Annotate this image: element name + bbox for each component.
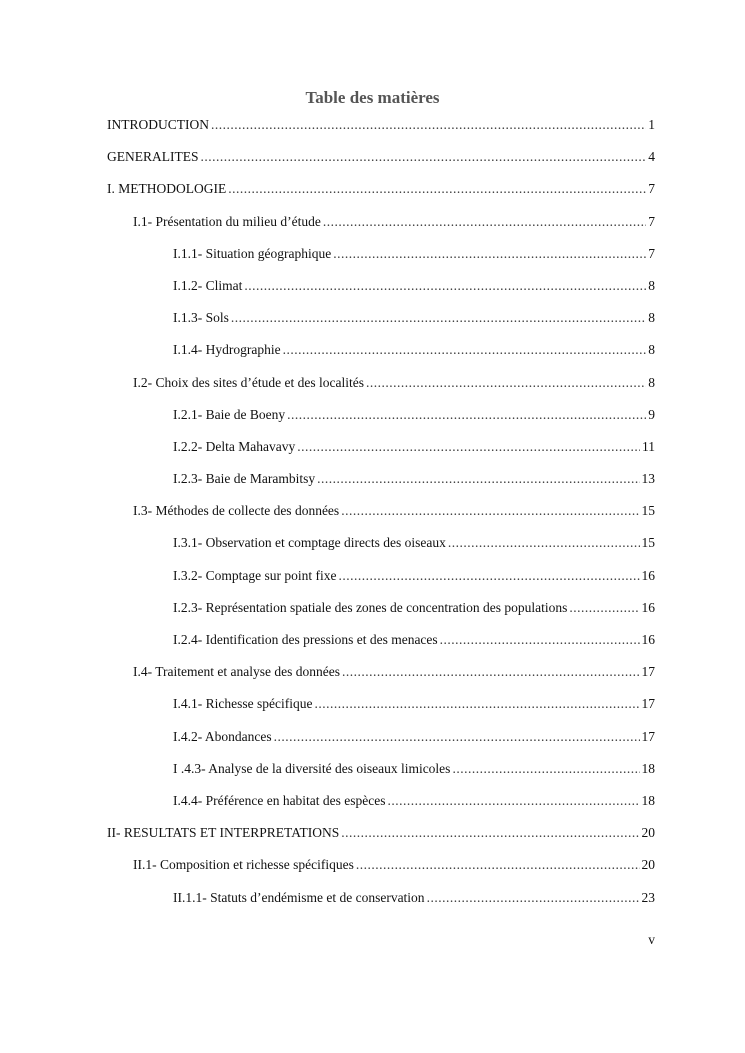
toc-entry[interactable] bbox=[107, 696, 655, 728]
toc-entry-page: 15 bbox=[641, 535, 655, 551]
toc-entry-label: I.2.3- Représentation spatiale des zones de concentration des populations bbox=[173, 599, 568, 615]
toc-entry[interactable] bbox=[107, 664, 655, 696]
toc-entry-page: 4 bbox=[648, 149, 655, 165]
toc-entry-label: I.2.4- Identification des pressions et des menaces bbox=[173, 632, 438, 647]
dot-leader bbox=[338, 568, 639, 584]
toc-entry-page: 9 bbox=[648, 406, 655, 422]
toc-entry-label: I.1.2- Climat bbox=[173, 277, 243, 293]
toc-entry-page: 17 bbox=[641, 696, 655, 712]
toc-entry-label: I.2.3- Baie de Marambitsy bbox=[173, 471, 316, 487]
dot-leader bbox=[201, 149, 647, 165]
toc-entry-label: I. METHODOLOGIE bbox=[107, 181, 227, 197]
dot-leader bbox=[231, 310, 646, 326]
toc-entry-label: II- RESULTATS ET INTERPRETATIONS bbox=[107, 825, 340, 841]
dot-leader bbox=[274, 729, 640, 745]
toc-entry-page: 18 bbox=[641, 760, 655, 776]
toc-entry-page: 23 bbox=[641, 889, 655, 905]
dot-leader bbox=[283, 342, 647, 358]
toc-entry[interactable] bbox=[107, 568, 655, 600]
dot-leader bbox=[569, 600, 639, 616]
toc-entry-page: 17 bbox=[641, 728, 655, 744]
toc-entry[interactable] bbox=[107, 793, 655, 825]
dot-leader bbox=[314, 696, 639, 712]
dot-leader bbox=[317, 471, 639, 487]
dot-leader bbox=[211, 117, 646, 133]
toc-entry[interactable] bbox=[107, 310, 655, 342]
toc-entry[interactable] bbox=[107, 857, 655, 889]
toc-entry[interactable] bbox=[107, 149, 655, 181]
toc-entry-page: 16 bbox=[641, 567, 655, 583]
toc-entry-page: 16 bbox=[641, 632, 655, 647]
toc-entry[interactable] bbox=[107, 471, 655, 503]
toc-entry[interactable] bbox=[107, 214, 655, 246]
toc-entry-label: I.4.4- Préférence en habitat des espèces bbox=[173, 792, 386, 808]
toc-entry[interactable] bbox=[107, 535, 655, 567]
toc-entry[interactable] bbox=[107, 342, 655, 374]
toc-entry[interactable] bbox=[107, 890, 655, 922]
toc-entry-page: 17 bbox=[641, 664, 655, 680]
toc-entry-label: I.2.2- Delta Mahavavy bbox=[173, 438, 296, 454]
toc-entry[interactable] bbox=[107, 439, 655, 471]
dot-leader bbox=[427, 890, 640, 906]
dot-leader bbox=[452, 761, 639, 777]
dot-leader bbox=[228, 181, 646, 197]
toc-entry-label: I.3.1- Observation et comptage directs des oiseaux bbox=[173, 535, 446, 551]
dot-leader bbox=[366, 375, 646, 391]
page-number: v bbox=[648, 932, 655, 947]
toc-entry-page: 7 bbox=[648, 181, 655, 197]
toc-entry-label: INTRODUCTION bbox=[107, 117, 209, 132]
toc-entry-page: 15 bbox=[641, 503, 655, 519]
toc-entry[interactable] bbox=[107, 729, 655, 761]
toc-entry-label: I.3.2- Comptage sur point fixe bbox=[173, 567, 337, 583]
toc-entry[interactable] bbox=[107, 600, 655, 632]
toc-entry[interactable] bbox=[107, 278, 655, 310]
toc-entry-label: I.1.1- Situation géographique bbox=[173, 245, 332, 261]
toc-entry-label: I.4.1- Richesse spécifique bbox=[173, 696, 313, 712]
dot-leader bbox=[244, 278, 646, 294]
toc-entry-page: 8 bbox=[648, 277, 655, 293]
toc-entry-label: I .4.3- Analyse de la diversité des oiseaux limicoles bbox=[173, 760, 451, 776]
toc-entry-page: 8 bbox=[648, 342, 655, 358]
dot-leader bbox=[341, 825, 639, 841]
toc-entry-label: II.1.1- Statuts d’endémisme et de conservation bbox=[173, 889, 425, 905]
toc-entry[interactable] bbox=[107, 825, 655, 857]
toc-entry-label: I.4.2- Abondances bbox=[173, 728, 272, 744]
toc-entry-page: 8 bbox=[648, 310, 655, 326]
toc-entry[interactable] bbox=[107, 181, 655, 213]
dot-leader bbox=[388, 793, 640, 809]
toc-entry-label: I.1- Présentation du milieu d’étude bbox=[133, 213, 321, 229]
toc-entry-page: 20 bbox=[641, 857, 655, 873]
toc-entry[interactable] bbox=[107, 246, 655, 278]
toc-entry-page: 16 bbox=[641, 599, 655, 615]
toc-entry-page: 11 bbox=[642, 438, 655, 454]
toc-entry[interactable] bbox=[107, 375, 655, 407]
toc-entry[interactable] bbox=[107, 503, 655, 535]
toc-entry-page: 18 bbox=[641, 792, 655, 808]
toc-entry-page: 7 bbox=[648, 213, 655, 229]
toc-entry-page: 1 bbox=[648, 117, 655, 132]
dot-leader bbox=[341, 503, 639, 519]
toc-entry-label: GENERALITES bbox=[107, 149, 199, 165]
toc-entry-label: I.2- Choix des sites d’étude et des localités bbox=[133, 374, 364, 390]
toc-entry-label: I.1.4- Hydrographie bbox=[173, 342, 281, 358]
dot-leader bbox=[297, 439, 640, 455]
toc-entry-page: 8 bbox=[648, 374, 655, 390]
dot-leader bbox=[448, 535, 640, 551]
toc-entry-label: II.1- Composition et richesse spécifiques bbox=[133, 857, 354, 873]
table-of-contents bbox=[107, 117, 655, 922]
toc-entry-label: I.2.1- Baie de Boeny bbox=[173, 406, 286, 422]
toc-title: Table des matières bbox=[305, 88, 440, 107]
toc-entry[interactable] bbox=[107, 117, 655, 149]
dot-leader bbox=[356, 857, 640, 873]
toc-entry[interactable] bbox=[107, 407, 655, 439]
dot-leader bbox=[342, 664, 640, 680]
toc-entry[interactable] bbox=[107, 761, 655, 793]
toc-entry-page: 7 bbox=[648, 245, 655, 261]
toc-entry-label: I.3- Méthodes de collecte des données bbox=[133, 503, 340, 519]
toc-entry-page: 13 bbox=[641, 471, 655, 487]
dot-leader bbox=[287, 407, 646, 423]
toc-entry-label: I.4- Traitement et analyse des données bbox=[133, 664, 340, 680]
toc-entry-label: I.1.3- Sols bbox=[173, 310, 229, 326]
toc-entry[interactable] bbox=[107, 632, 655, 664]
dot-leader bbox=[333, 246, 646, 262]
toc-entry-page: 20 bbox=[641, 825, 655, 841]
dot-leader bbox=[323, 214, 646, 230]
dot-leader bbox=[440, 632, 640, 648]
